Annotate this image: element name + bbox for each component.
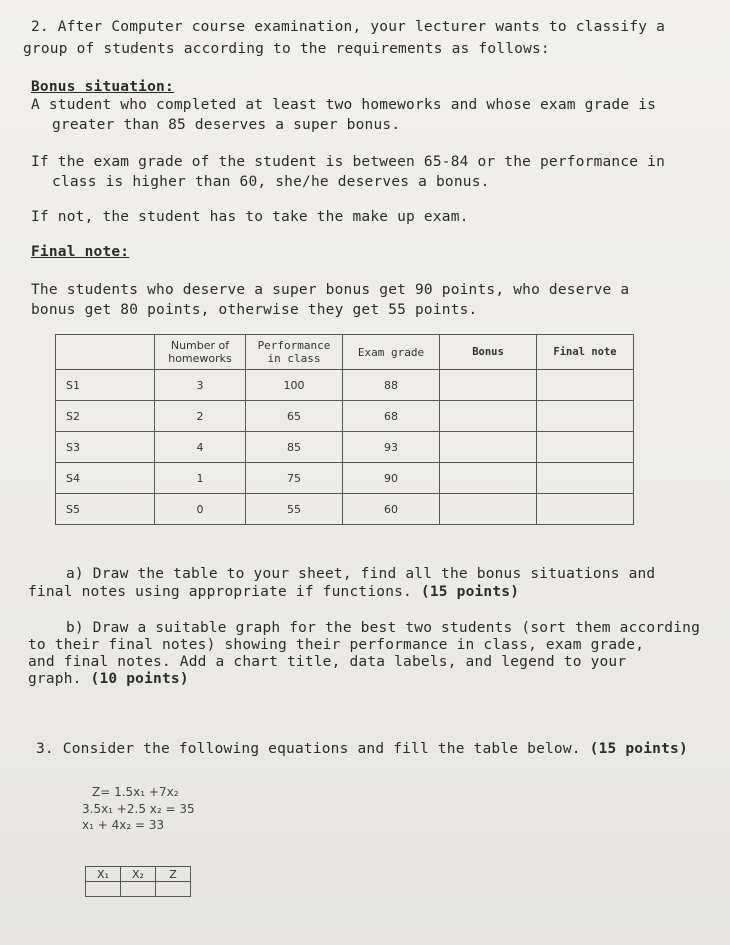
final-note-cell	[537, 432, 634, 463]
bonus-header: Bonus	[440, 335, 537, 370]
bonus-cell	[440, 370, 537, 401]
task-a-text: final notes using appropriate if functions.	[28, 584, 412, 600]
performance-header-line2: in class	[267, 352, 321, 365]
table-row	[56, 370, 634, 401]
final-note-cell	[537, 494, 634, 525]
performance-cell: 85	[246, 432, 343, 463]
x2-header: X₂	[121, 867, 156, 882]
performance-cell: 65	[246, 401, 343, 432]
final-note-cell	[537, 463, 634, 494]
bonus-cell	[440, 463, 537, 494]
homeworks-cell: 1	[155, 463, 246, 494]
q3-line	[36, 740, 688, 758]
bonus-cell	[440, 432, 537, 463]
performance-cell: 100	[246, 370, 343, 401]
solution-row	[86, 882, 191, 897]
student-cell: S2	[56, 401, 155, 432]
homeworks-cell: 0	[155, 494, 246, 525]
q3-text: 3. Consider the following equations and fill the table below.	[36, 741, 581, 757]
homeworks-header-line2: homeworks	[168, 352, 232, 365]
task-a-points: (15 points)	[420, 584, 520, 600]
task-b-line4	[28, 670, 189, 688]
bonus-rule-line1: If the exam grade of the student is between 65-84 or the performance in	[31, 154, 666, 170]
final-note-cell	[537, 370, 634, 401]
student-grades-table	[55, 334, 634, 525]
homeworks-cell: 2	[155, 401, 246, 432]
student-cell: S3	[56, 432, 155, 463]
performance-header-line1: Performance	[257, 339, 331, 352]
performance-cell: 75	[246, 463, 343, 494]
equation-2: x₁ + 4x₂ = 33	[82, 818, 165, 832]
solution-header-row	[86, 867, 191, 882]
task-b-line3: and final notes. Add a chart title, data labels, and legend to your	[28, 654, 627, 670]
table-row	[56, 463, 634, 494]
points-line1: The students who deserve a super bonus get 90 points, who deserve a	[31, 282, 630, 298]
bonus-cell	[440, 494, 537, 525]
solution-table	[85, 866, 191, 897]
performance-header	[246, 335, 343, 370]
x1-cell	[86, 882, 121, 897]
table-row	[56, 432, 634, 463]
task-a-line1: a) Draw the table to your sheet, find all the bonus situations and	[66, 566, 656, 582]
table-header-row	[56, 335, 634, 370]
table-row	[56, 494, 634, 525]
points-line2: bonus get 80 points, otherwise they get 55 points.	[31, 302, 478, 318]
student-header	[56, 335, 155, 370]
x1-header: X₁	[86, 867, 121, 882]
exam-grade-cell: 88	[343, 370, 440, 401]
final-note-heading: Final note:	[31, 244, 130, 260]
exam-grade-cell: 90	[343, 463, 440, 494]
z-cell	[156, 882, 191, 897]
student-cell: S1	[56, 370, 155, 401]
super-bonus-line1: A student who completed at least two homeworks and whose exam grade is	[31, 97, 657, 113]
bonus-cell	[440, 401, 537, 432]
task-a-line2	[28, 583, 519, 601]
final-note-header: Final note	[537, 335, 634, 370]
homeworks-cell: 4	[155, 432, 246, 463]
homeworks-header-line1: Number of	[170, 339, 230, 352]
exam-grade-header: Exam grade	[343, 335, 440, 370]
table-row	[56, 401, 634, 432]
z-header: Z	[156, 867, 191, 882]
homeworks-cell: 3	[155, 370, 246, 401]
task-b-line1: b) Draw a suitable graph for the best two students (sort them according	[66, 620, 701, 636]
x2-cell	[121, 882, 156, 897]
q3-points: (15 points)	[589, 741, 688, 757]
exam-grade-cell: 68	[343, 401, 440, 432]
task-b-text: graph.	[28, 671, 82, 687]
equation-z: Z= 1.5x₁ +7x₂	[92, 785, 179, 799]
final-note-cell	[537, 401, 634, 432]
student-cell: S5	[56, 494, 155, 525]
task-b-points: (10 points)	[90, 671, 189, 687]
homeworks-header	[155, 335, 246, 370]
exam-grade-cell: 93	[343, 432, 440, 463]
q2-intro-line1: 2. After Computer course examination, your lecturer wants to classify a	[31, 19, 666, 35]
makeup-exam-line: If not, the student has to take the make up exam.	[31, 209, 469, 225]
super-bonus-line2: greater than 85 deserves a super bonus.	[52, 117, 401, 133]
exam-grade-cell: 60	[343, 494, 440, 525]
bonus-rule-line2: class is higher than 60, she/he deserves a bonus.	[52, 174, 490, 190]
equation-1: 3.5x₁ +2.5 x₂ = 35	[82, 802, 195, 816]
student-cell: S4	[56, 463, 155, 494]
bonus-situation-heading: Bonus situation:	[31, 79, 174, 95]
q2-intro-line2: group of students according to the requirements as follows:	[23, 41, 550, 57]
performance-cell: 55	[246, 494, 343, 525]
task-b-line2: to their final notes) showing their performance in class, exam grade,	[28, 637, 645, 653]
